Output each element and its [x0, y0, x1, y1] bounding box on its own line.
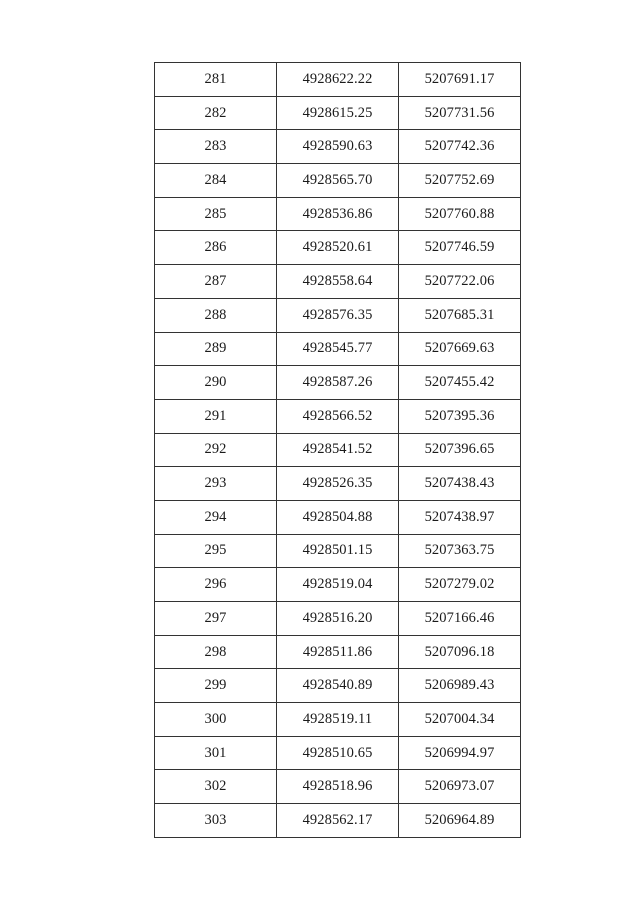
y-coordinate-cell: 5206964.89	[399, 804, 521, 838]
y-coordinate-cell: 5207722.06	[399, 265, 521, 299]
y-coordinate-cell: 5207395.36	[399, 399, 521, 433]
x-coordinate-cell: 4928526.35	[277, 467, 399, 501]
x-coordinate-cell: 4928565.70	[277, 164, 399, 198]
point-number-cell: 302	[155, 770, 277, 804]
table-row	[155, 399, 521, 433]
y-coordinate-cell: 5207746.59	[399, 231, 521, 265]
x-coordinate-cell: 4928520.61	[277, 231, 399, 265]
table-row	[155, 298, 521, 332]
y-coordinate-cell: 5207438.43	[399, 467, 521, 501]
x-coordinate-cell: 4928576.35	[277, 298, 399, 332]
y-coordinate-cell: 5207455.42	[399, 366, 521, 400]
y-coordinate-cell: 5207742.36	[399, 130, 521, 164]
point-number-cell: 293	[155, 467, 277, 501]
table-row	[155, 669, 521, 703]
point-number-cell: 303	[155, 804, 277, 838]
x-coordinate-cell: 4928518.96	[277, 770, 399, 804]
point-number-cell: 290	[155, 366, 277, 400]
x-coordinate-cell: 4928511.86	[277, 635, 399, 669]
y-coordinate-cell: 5207004.34	[399, 703, 521, 737]
table-row	[155, 500, 521, 534]
point-number-cell: 294	[155, 500, 277, 534]
point-number-cell: 285	[155, 197, 277, 231]
table-row	[155, 602, 521, 636]
table-row	[155, 568, 521, 602]
table-row	[155, 231, 521, 265]
table-row	[155, 130, 521, 164]
x-coordinate-cell: 4928510.65	[277, 736, 399, 770]
point-number-cell: 281	[155, 63, 277, 97]
table-row	[155, 265, 521, 299]
x-coordinate-cell: 4928558.64	[277, 265, 399, 299]
x-coordinate-cell: 4928545.77	[277, 332, 399, 366]
point-number-cell: 287	[155, 265, 277, 299]
y-coordinate-cell: 5206989.43	[399, 669, 521, 703]
x-coordinate-cell: 4928536.86	[277, 197, 399, 231]
table-row	[155, 534, 521, 568]
point-number-cell: 295	[155, 534, 277, 568]
y-coordinate-cell: 5207752.69	[399, 164, 521, 198]
point-number-cell: 300	[155, 703, 277, 737]
table-row	[155, 736, 521, 770]
y-coordinate-cell: 5207096.18	[399, 635, 521, 669]
point-number-cell: 301	[155, 736, 277, 770]
table-row	[155, 366, 521, 400]
point-number-cell: 291	[155, 399, 277, 433]
point-number-cell: 299	[155, 669, 277, 703]
x-coordinate-cell: 4928516.20	[277, 602, 399, 636]
x-coordinate-cell: 4928587.26	[277, 366, 399, 400]
y-coordinate-cell: 5207760.88	[399, 197, 521, 231]
table-row	[155, 804, 521, 838]
y-coordinate-cell: 5207279.02	[399, 568, 521, 602]
x-coordinate-cell: 4928541.52	[277, 433, 399, 467]
point-number-cell: 283	[155, 130, 277, 164]
coordinates-table	[154, 62, 521, 838]
x-coordinate-cell: 4928540.89	[277, 669, 399, 703]
y-coordinate-cell: 5207166.46	[399, 602, 521, 636]
point-number-cell: 289	[155, 332, 277, 366]
point-number-cell: 297	[155, 602, 277, 636]
table-row	[155, 635, 521, 669]
y-coordinate-cell: 5207363.75	[399, 534, 521, 568]
y-coordinate-cell: 5206994.97	[399, 736, 521, 770]
point-number-cell: 286	[155, 231, 277, 265]
point-number-cell: 292	[155, 433, 277, 467]
x-coordinate-cell: 4928504.88	[277, 500, 399, 534]
y-coordinate-cell: 5207396.65	[399, 433, 521, 467]
point-number-cell: 288	[155, 298, 277, 332]
x-coordinate-cell: 4928622.22	[277, 63, 399, 97]
table-row	[155, 63, 521, 97]
coordinates-table-body	[155, 63, 521, 838]
x-coordinate-cell: 4928519.04	[277, 568, 399, 602]
point-number-cell: 282	[155, 96, 277, 130]
x-coordinate-cell: 4928562.17	[277, 804, 399, 838]
point-number-cell: 298	[155, 635, 277, 669]
x-coordinate-cell: 4928615.25	[277, 96, 399, 130]
table-row	[155, 332, 521, 366]
y-coordinate-cell: 5207669.63	[399, 332, 521, 366]
x-coordinate-cell: 4928566.52	[277, 399, 399, 433]
table-row	[155, 467, 521, 501]
table-row	[155, 164, 521, 198]
table-row	[155, 703, 521, 737]
y-coordinate-cell: 5207685.31	[399, 298, 521, 332]
table-row	[155, 433, 521, 467]
y-coordinate-cell: 5207438.97	[399, 500, 521, 534]
table-row	[155, 770, 521, 804]
y-coordinate-cell: 5207731.56	[399, 96, 521, 130]
y-coordinate-cell: 5207691.17	[399, 63, 521, 97]
y-coordinate-cell: 5206973.07	[399, 770, 521, 804]
point-number-cell: 284	[155, 164, 277, 198]
x-coordinate-cell: 4928501.15	[277, 534, 399, 568]
table-row	[155, 197, 521, 231]
x-coordinate-cell: 4928519.11	[277, 703, 399, 737]
x-coordinate-cell: 4928590.63	[277, 130, 399, 164]
point-number-cell: 296	[155, 568, 277, 602]
table-row	[155, 96, 521, 130]
